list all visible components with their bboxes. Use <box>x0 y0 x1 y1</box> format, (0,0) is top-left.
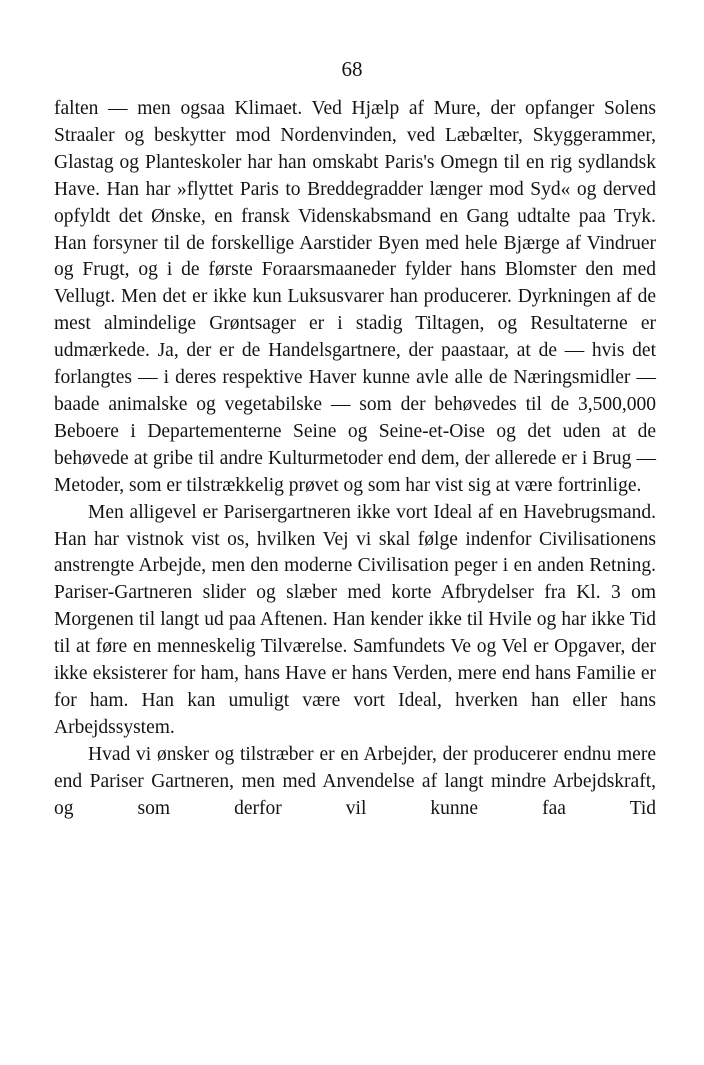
paragraph-1: falten — men ogsaa Klimaet. Ved Hjælp af Mure, der opfanger Solens Straaler og beskytter mod Nordenvinden, ved Læbælter, Skyggerammer, Glastag og Planteskoler har han omskabt Paris's Omegn til en rig sydlandsk Have. Han har »flyttet Paris to Breddegradder længer mod Syd« og derved opfyldt det Ønske, en fransk Videnskabsmand en Gang udtalte paa Tryk. Han forsyner til de forskellige Aarstider Byen med hele Bjærge af Vindruer og Frugt, og i de første Foraarsmaaneder fylder hans Blomster den med Vellugt. Men det er ikke kun Luksusvarer han producerer. Dyrkningen af de mest almindelige Grøntsager er i stadig Tiltagen, og Resultaterne er udmærkede. Ja, der er de Handelsgartnere, der paastaar, at de — hvis det forlangtes — i deres respektive Haver kunne avle alle de Næringsmidler — baade animalske og vegetabilske — som der behøvedes til de 3,500,000 Beboere i Departementerne Seine og Seine-et-Oise og det uden at de behøvede at gribe til andre Kulturmetoder end dem, der allerede er i Brug — Metoder, som er tilstrækkelig prøvet og som har vist sig at være fortrinlige. <box>54 98 656 496</box>
paragraph-2: Men alligevel er Parisergartneren ikke vort Ideal af en Havebrugsmand. Han har vistnok vist os, hvilken Vej vi skal følge indenfor Civilisationens anstrengte Arbejde, men den moderne Civilisation peger i en anden Retning. Pariser-Gartneren slider og slæber med korte Afbrydelser fra Kl. 3 om Morgenen til langt ud paa Aftenen. Han kender ikke til Hvile og har ikke Tid til at føre en menneskelig Tilværelse. Samfundets Ve og Vel er Opgaver, der ikke eksisterer for ham, hans Have er hans Verden, mere end hans Familie er for ham. Han kan umuligt være vort Ideal, hverken han eller hans Arbejdssystem. <box>54 501 656 738</box>
paragraph-3: Hvad vi ønsker og tilstræber er en Arbejder, der producerer endnu mere end Pariser Gartneren, men med Anvendelse af langt mindre Arbejdskraft, og som derfor vil kunne faa Tid <box>54 743 656 819</box>
page-number: 68 <box>341 57 363 81</box>
body-text <box>54 96 656 822</box>
